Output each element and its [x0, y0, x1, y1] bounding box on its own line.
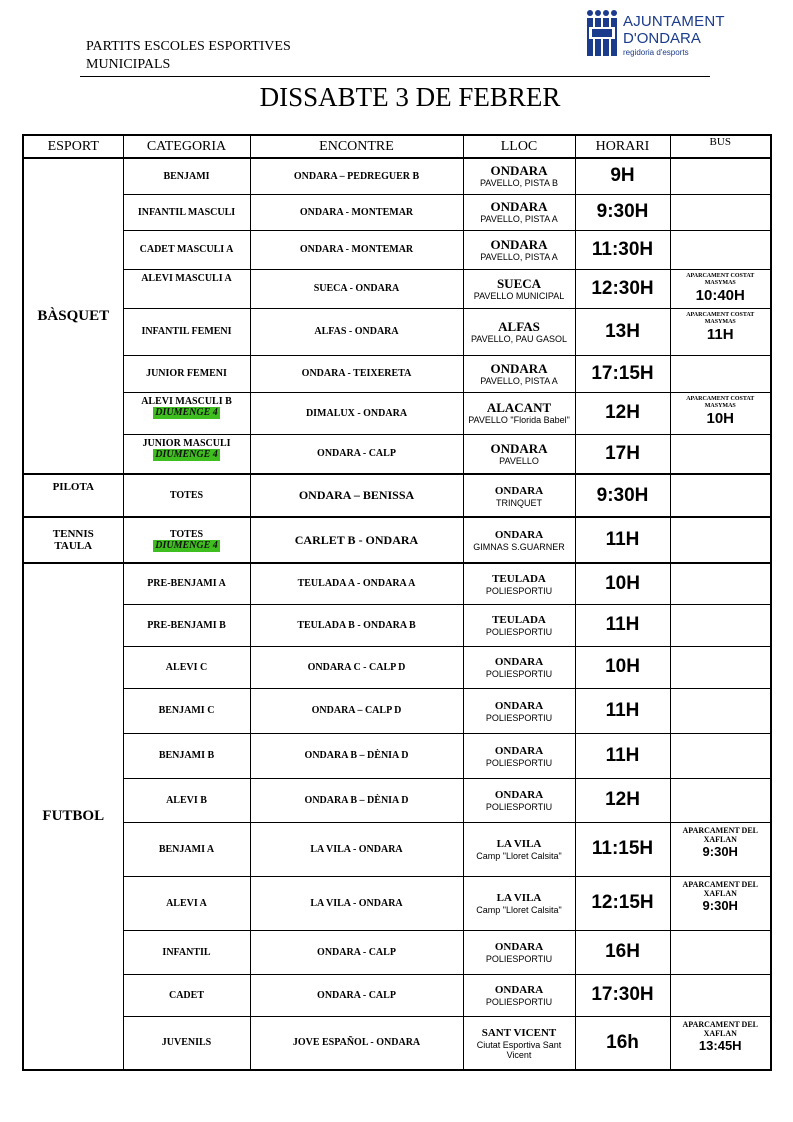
- page-title: DISSABTE 3 DE FEBRER: [259, 82, 561, 112]
- table-row: [23, 604, 771, 646]
- match-cell: ONDARA – BENISSA: [250, 474, 463, 517]
- table-row: [23, 517, 771, 563]
- location-name: ALACANT: [486, 400, 552, 415]
- category-cell: [123, 563, 250, 604]
- match-cell: ONDARA - CALP: [250, 434, 463, 474]
- location-name: ONDARA: [494, 789, 544, 801]
- table-row: [23, 194, 771, 230]
- bus-time: 9:30H: [702, 843, 738, 859]
- time-cell: 11:30H: [575, 230, 670, 269]
- category-label: INFANTIL FEMENI: [141, 326, 232, 337]
- category-cell: [123, 876, 250, 930]
- location-detail: PAVELLO, PISTA A: [480, 375, 558, 386]
- location-detail: POLIESPORTIU: [485, 585, 553, 596]
- location-detail: POLIESPORTIU: [485, 757, 553, 768]
- header-line-1: PARTITS ESCOLES ESPORTIVES: [86, 39, 291, 54]
- time-cell: 10H: [575, 646, 670, 688]
- location-cell: [463, 1016, 575, 1070]
- logo-line-3: regidoria d'esports: [623, 48, 689, 57]
- location-detail: PAVELLO, PISTA A: [480, 214, 558, 224]
- location-name: LA VILA: [496, 838, 542, 850]
- location-detail: Camp "Lloret Calsita": [476, 905, 562, 915]
- location-cell: [463, 563, 575, 604]
- day-note: DIUMENGE 4: [155, 448, 218, 460]
- location-cell: [463, 822, 575, 876]
- location-detail: PAVELLO, PISTA A: [480, 251, 558, 262]
- bus-cell: [670, 230, 771, 269]
- location-name: ONDARA: [494, 699, 544, 712]
- table-row: [23, 434, 771, 474]
- match-cell: ALFAS - ONDARA: [250, 308, 463, 355]
- sport-label: BÀSQUET: [37, 307, 110, 324]
- bus-cell: [670, 974, 771, 1016]
- table-row: [23, 158, 771, 194]
- table-row: [23, 646, 771, 688]
- match-cell: ONDARA - CALP: [250, 974, 463, 1016]
- category-label: ALEVI MASCULI A: [141, 272, 232, 284]
- location-cell: [463, 688, 575, 733]
- category-cell: [123, 778, 250, 822]
- bus-cell: [670, 1016, 771, 1070]
- location-cell: [463, 517, 575, 563]
- category-label: ALEVI C: [165, 661, 208, 673]
- time-cell: 9H: [575, 158, 670, 194]
- table-row: [23, 974, 771, 1016]
- location-cell: [463, 308, 575, 355]
- bus-time: 9:30H: [702, 897, 738, 913]
- bus-cell: [670, 688, 771, 733]
- location-cell: [463, 392, 575, 434]
- bus-pickup-point: APARCAMENT DEL XAFLAN: [682, 825, 758, 844]
- bus-pickup-point: APARCAMENT DEL XAFLAN: [682, 879, 758, 898]
- bus-cell: [670, 194, 771, 230]
- table-row: [23, 474, 771, 517]
- location-name: ONDARA: [490, 440, 548, 456]
- category-cell: [123, 733, 250, 778]
- category-cell: [123, 646, 250, 688]
- location-cell: [463, 604, 575, 646]
- sport-cell: [23, 158, 123, 474]
- location-cell: [463, 474, 575, 517]
- sport-cell: [23, 474, 123, 517]
- match-cell: ONDARA – CALP D: [250, 688, 463, 733]
- category-label: CADET MASCULI A: [139, 244, 234, 255]
- time-cell: 17H: [575, 434, 670, 474]
- bus-cell: [670, 604, 771, 646]
- match-cell: CARLET B - ONDARA: [250, 517, 463, 563]
- bus-time: 10:40H: [695, 286, 745, 304]
- col-lloc: LLOC: [463, 135, 575, 158]
- location-name: ONDARA: [490, 236, 548, 252]
- time-cell: 12H: [575, 392, 670, 434]
- time-cell: 9:30H: [575, 474, 670, 517]
- location-name: ALFAS: [498, 318, 540, 334]
- location-name: ONDARA: [494, 529, 544, 541]
- table-row: [23, 930, 771, 974]
- day-note: DIUMENGE 4: [155, 406, 218, 418]
- category-cell: [123, 604, 250, 646]
- location-detail: PAVELLO MUNICIPAL: [473, 290, 565, 301]
- category-label: PRE-BENJAMI B: [147, 619, 226, 631]
- category-cell: [123, 822, 250, 876]
- category-cell: [123, 474, 250, 517]
- category-cell: [123, 930, 250, 974]
- time-cell: 11H: [575, 604, 670, 646]
- time-cell: 16h: [575, 1016, 670, 1070]
- location-name: ONDARA: [490, 360, 548, 376]
- location-detail: PAVELLO, PISTA B: [479, 178, 559, 189]
- location-detail: PAVELLO, PAU GASOL: [470, 333, 568, 344]
- location-cell: [463, 733, 575, 778]
- match-cell: TEULADA A - ONDARA A: [250, 563, 463, 604]
- day-note: DIUMENGE 4: [155, 539, 218, 551]
- time-cell: 11H: [575, 688, 670, 733]
- location-name: ONDARA: [494, 744, 544, 757]
- document-header: [86, 38, 291, 74]
- table-row: [23, 778, 771, 822]
- category-cell: [123, 308, 250, 355]
- location-detail: POLIESPORTIU: [485, 954, 553, 964]
- time-cell: 11H: [575, 733, 670, 778]
- category-label: BENJAMI: [163, 170, 210, 182]
- bus-cell: [670, 778, 771, 822]
- category-label: BENJAMI B: [158, 750, 215, 761]
- time-cell: 12:15H: [575, 876, 670, 930]
- category-cell: [123, 158, 250, 194]
- category-label: JUNIOR FEMENI: [146, 368, 227, 379]
- location-cell: [463, 355, 575, 392]
- match-cell: ONDARA - MONTEMAR: [250, 194, 463, 230]
- category-cell: [123, 230, 250, 269]
- table-row: [23, 308, 771, 355]
- category-label: INFANTIL MASCULI: [137, 206, 236, 218]
- col-encontre: ENCONTRE: [250, 135, 463, 158]
- match-cell: ONDARA C - CALP D: [250, 646, 463, 688]
- time-cell: 16H: [575, 930, 670, 974]
- match-cell: TEULADA B - ONDARA B: [250, 604, 463, 646]
- location-cell: [463, 434, 575, 474]
- col-categoria: CATEGORIA: [123, 135, 250, 158]
- header-line-2: MUNICIPALS: [86, 57, 171, 72]
- bus-cell: [670, 474, 771, 517]
- ondara-emblem-icon: [585, 9, 619, 57]
- time-cell: 10H: [575, 563, 670, 604]
- category-cell: [123, 434, 250, 474]
- location-detail: POLIESPORTIU: [485, 669, 553, 679]
- category-label: JUNIOR MASCULI: [142, 437, 231, 449]
- location-cell: [463, 158, 575, 194]
- category-label: ALEVI B: [166, 794, 207, 806]
- bus-cell: [670, 563, 771, 604]
- category-label: PRE-BENJAMI A: [147, 578, 226, 590]
- bus-cell: [670, 434, 771, 474]
- bus-cell: [670, 158, 771, 194]
- location-detail: POLIESPORTIU: [485, 712, 553, 723]
- match-cell: ONDARA B – DÈNIA D: [250, 733, 463, 778]
- category-cell: [123, 688, 250, 733]
- bus-cell: [670, 822, 771, 876]
- match-cell: ONDARA B – DÈNIA D: [250, 778, 463, 822]
- category-label: TOTES: [169, 490, 204, 501]
- location-name: ONDARA: [494, 484, 544, 497]
- location-name: TEULADA: [492, 572, 546, 585]
- location-cell: [463, 646, 575, 688]
- sport-label: PILOTA: [52, 481, 94, 493]
- location-detail: PAVELLO: [499, 455, 539, 466]
- location-detail: POLIESPORTIU: [485, 997, 553, 1007]
- location-name: SANT VICENT: [481, 1026, 557, 1039]
- bus-pickup-point: APARCAMENT COSTAT MASYMAS: [686, 395, 755, 409]
- col-horari: HORARI: [575, 135, 670, 158]
- category-label: INFANTIL: [162, 946, 211, 958]
- location-detail: POLIESPORTIU: [485, 627, 553, 637]
- table-header-row: [23, 135, 771, 158]
- category-cell: [123, 392, 250, 434]
- time-cell: 12:30H: [575, 269, 670, 308]
- table-row: [23, 230, 771, 269]
- category-cell: [123, 269, 250, 308]
- location-cell: [463, 930, 575, 974]
- category-cell: [123, 517, 250, 563]
- location-cell: [463, 876, 575, 930]
- category-label: ALEVI MASCULI B: [141, 395, 232, 407]
- location-cell: [463, 194, 575, 230]
- sport-cell: [23, 563, 123, 1070]
- time-cell: 11H: [575, 517, 670, 563]
- logo-line-1: AJUNTAMENT: [623, 13, 725, 30]
- time-cell: 12H: [575, 778, 670, 822]
- location-name: ONDARA: [490, 163, 548, 179]
- bus-time: 13:45H: [698, 1037, 742, 1053]
- time-cell: 13H: [575, 308, 670, 355]
- bus-cell: [670, 517, 771, 563]
- table-row: [23, 822, 771, 876]
- category-label: ALEVI A: [166, 897, 207, 909]
- ajuntament-logo: [585, 9, 725, 59]
- table-row: [23, 688, 771, 733]
- match-cell: LA VILA - ONDARA: [250, 876, 463, 930]
- category-label: TOTES: [169, 528, 204, 540]
- category-label: BENJAMI A: [158, 843, 215, 855]
- sport-label: TENNIS: [52, 528, 94, 540]
- col-esport: ESPORT: [23, 135, 123, 158]
- match-cell: LA VILA - ONDARA: [250, 822, 463, 876]
- category-label: JUVENILS: [161, 1037, 212, 1049]
- category-cell: [123, 194, 250, 230]
- match-cell: ONDARA - TEIXERETA: [250, 355, 463, 392]
- time-cell: 17:30H: [575, 974, 670, 1016]
- category-cell: [123, 1016, 250, 1070]
- location-name: ONDARA: [490, 199, 548, 214]
- bus-time: 11H: [706, 325, 734, 343]
- match-cell: ONDARA – PEDREGUER B: [250, 158, 463, 194]
- time-cell: 9:30H: [575, 194, 670, 230]
- bus-cell: [670, 733, 771, 778]
- table-row: [23, 269, 771, 308]
- bus-cell: [670, 355, 771, 392]
- time-cell: 11:15H: [575, 822, 670, 876]
- location-detail: Ciutat Esportiva Sant Vicent: [476, 1039, 562, 1060]
- category-label: CADET: [168, 989, 204, 1001]
- location-cell: [463, 230, 575, 269]
- bus-cell: [670, 646, 771, 688]
- table-row: [23, 876, 771, 930]
- location-cell: [463, 269, 575, 308]
- table-row: [23, 355, 771, 392]
- location-detail: Camp "Lloret Calsita": [476, 851, 562, 861]
- header-divider: [80, 76, 710, 77]
- bus-time: 10H: [706, 409, 735, 427]
- location-name: ONDARA: [494, 941, 544, 953]
- bus-pickup-point: APARCAMENT COSTAT MASYMAS: [686, 272, 755, 286]
- location-name: TEULADA: [492, 614, 546, 626]
- sport-label: FUTBOL: [42, 808, 105, 824]
- table-row: [23, 563, 771, 604]
- match-cell: DIMALUX - ONDARA: [250, 392, 463, 434]
- sport-label: TAULA: [54, 540, 93, 552]
- location-cell: [463, 974, 575, 1016]
- table-row: [23, 1016, 771, 1070]
- bus-cell: [670, 308, 771, 355]
- schedule-table: [22, 134, 772, 1071]
- logo-line-2: D'ONDARA: [623, 30, 701, 47]
- table-row: [23, 733, 771, 778]
- bus-pickup-point: APARCAMENT COSTAT MASYMAS: [686, 311, 755, 325]
- col-bus: BUS: [670, 135, 771, 158]
- bus-cell: [670, 876, 771, 930]
- bus-cell: [670, 392, 771, 434]
- table-row: [23, 392, 771, 434]
- location-name: ONDARA: [494, 984, 544, 996]
- category-cell: [123, 355, 250, 392]
- location-cell: [463, 778, 575, 822]
- sport-cell: [23, 517, 123, 563]
- bus-cell: [670, 269, 771, 308]
- location-detail: POLIESPORTIU: [485, 802, 553, 812]
- time-cell: 17:15H: [575, 355, 670, 392]
- match-cell: JOVE ESPAÑOL - ONDARA: [250, 1016, 463, 1070]
- match-cell: ONDARA - CALP: [250, 930, 463, 974]
- location-name: LA VILA: [496, 892, 542, 904]
- category-label: BENJAMI C: [158, 705, 215, 716]
- match-cell: ONDARA - MONTEMAR: [250, 230, 463, 269]
- location-detail: TRINQUET: [496, 497, 542, 508]
- category-cell: [123, 974, 250, 1016]
- bus-cell: [670, 930, 771, 974]
- location-detail: PAVELLO "Florida Babel": [468, 415, 570, 425]
- bus-pickup-point: APARCAMENT DEL XAFLAN: [682, 1019, 758, 1038]
- table-body: [23, 158, 771, 1070]
- match-cell: SUECA - ONDARA: [250, 269, 463, 308]
- location-detail: GIMNAS S.GUARNER: [473, 542, 565, 552]
- location-name: SUECA: [496, 275, 542, 291]
- location-name: ONDARA: [494, 656, 544, 668]
